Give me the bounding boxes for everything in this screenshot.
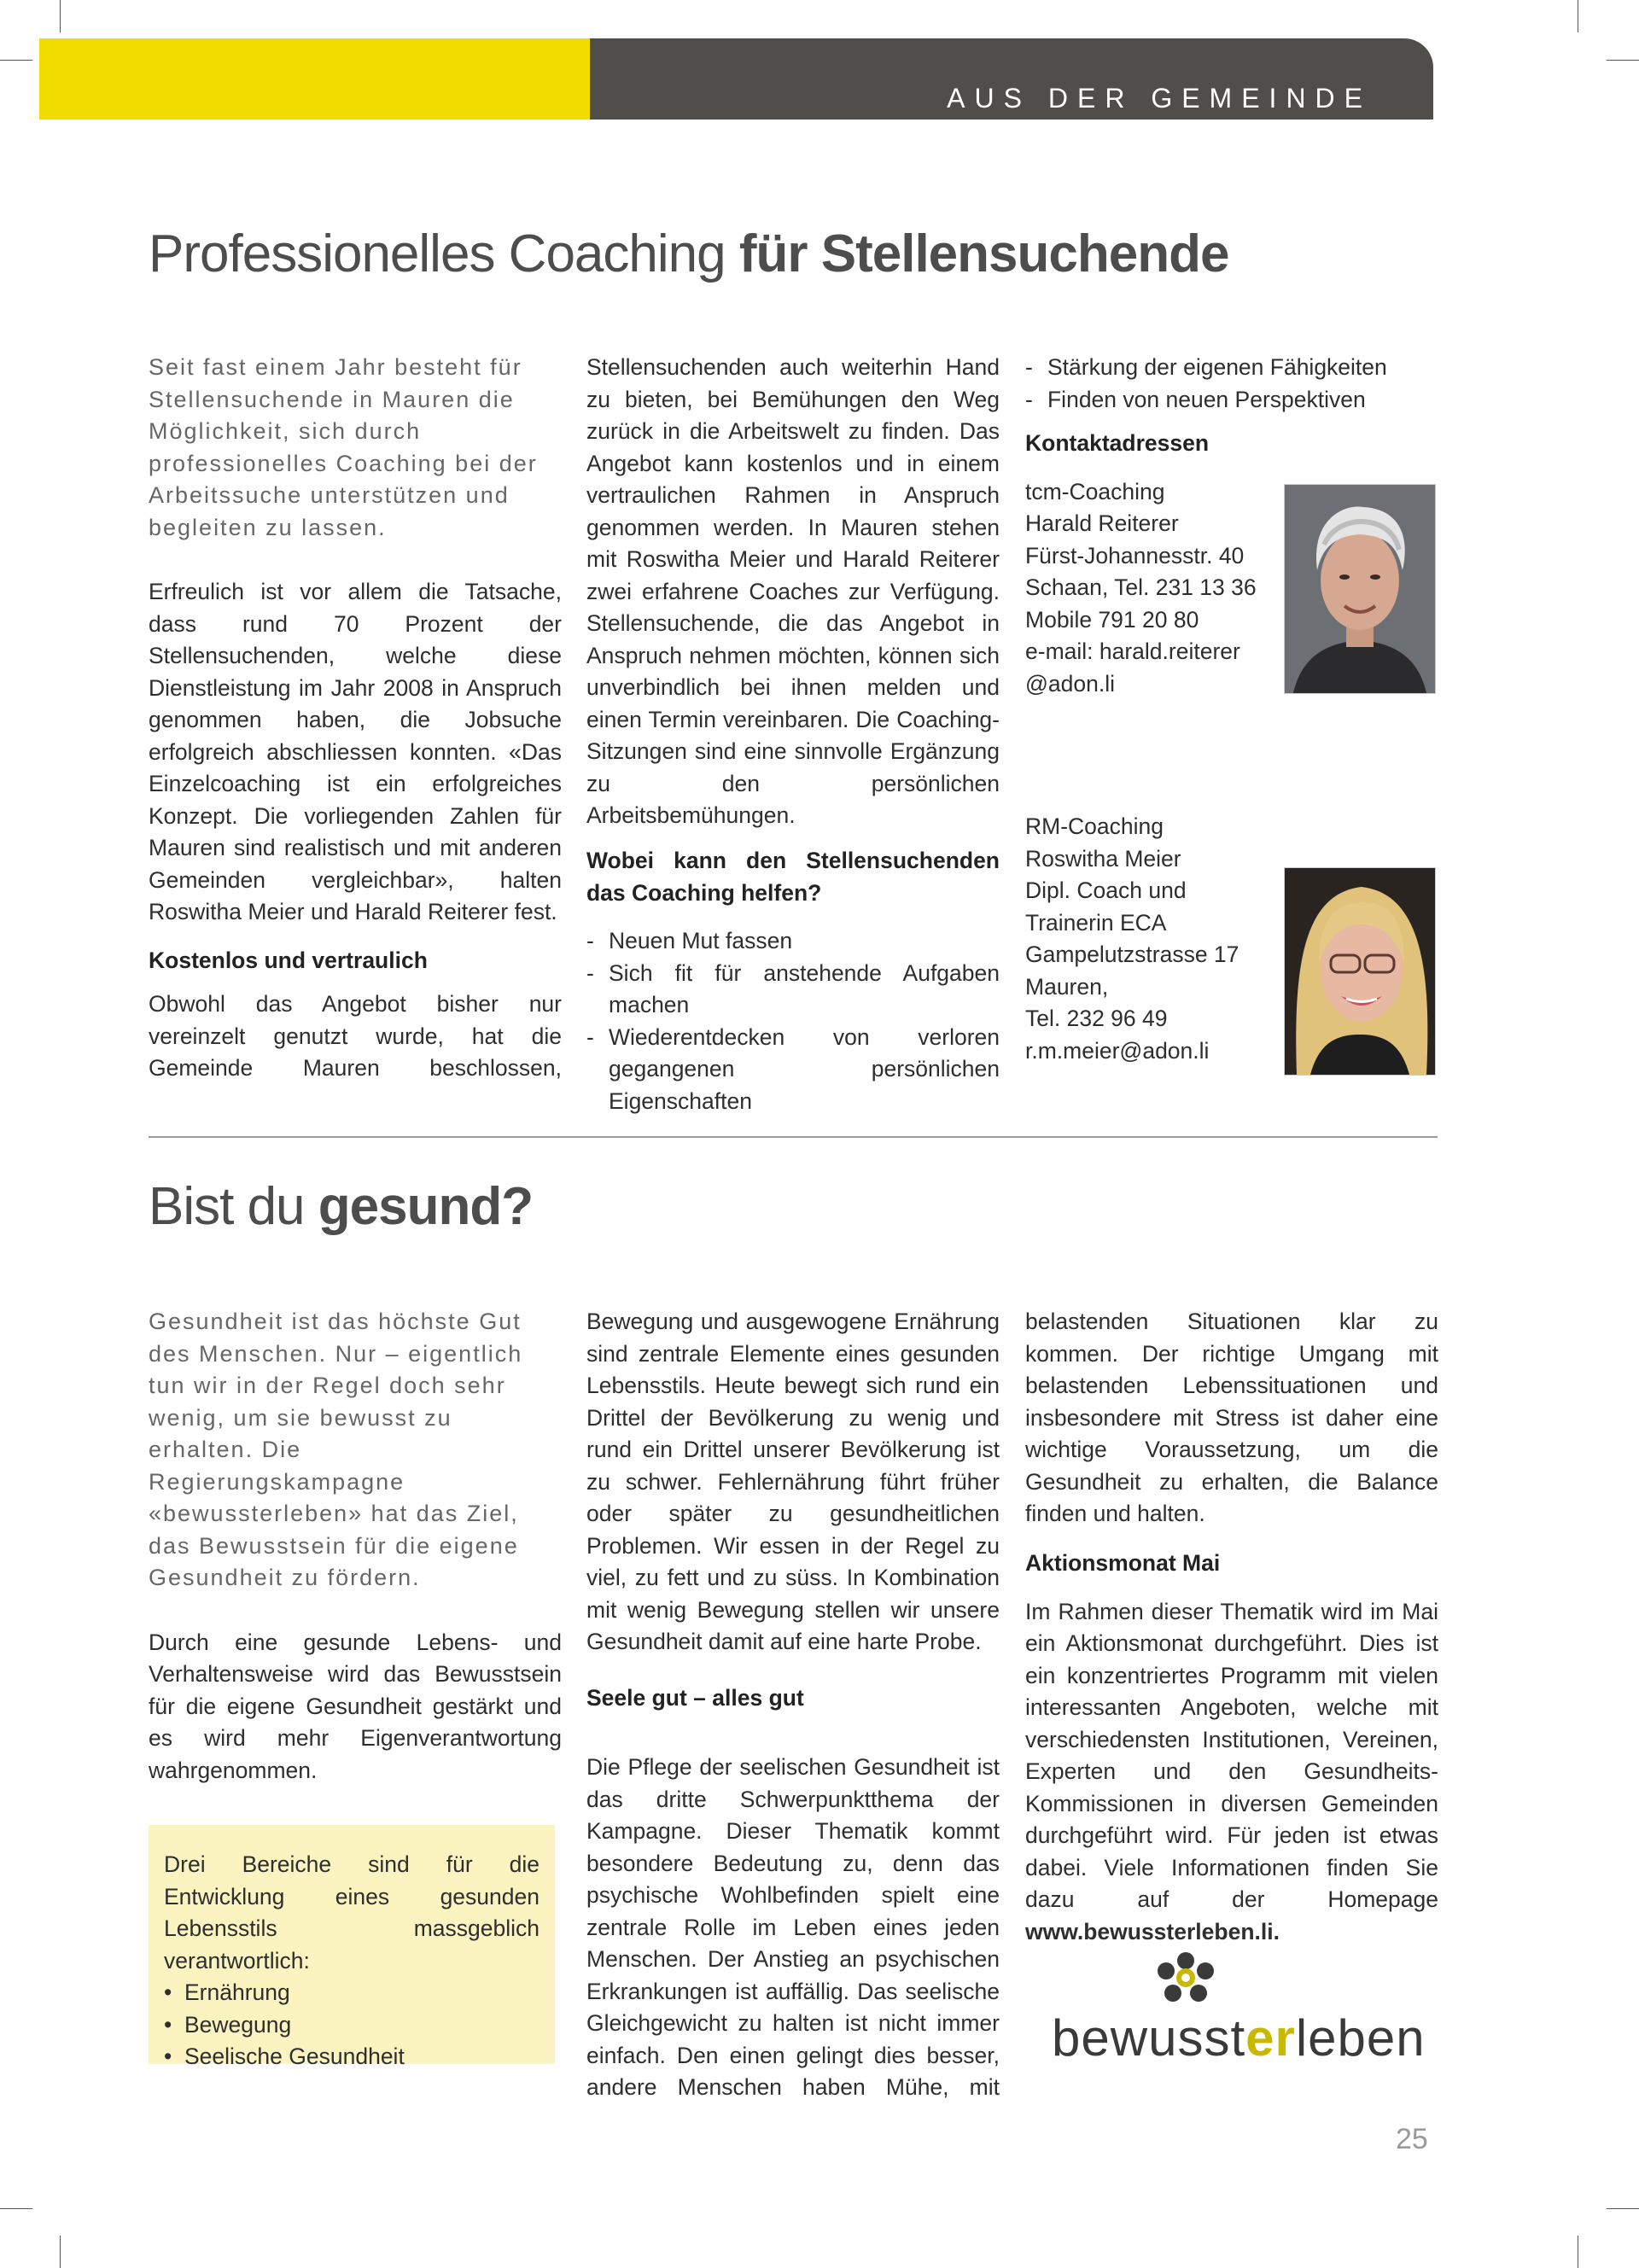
contact-line: Fürst-Johannesstr. 40 xyxy=(1025,542,1245,568)
contact-line: Schaan, Tel. 231 13 36 xyxy=(1025,574,1257,600)
list-item: • Ernährung xyxy=(164,1977,540,2009)
crop-mark xyxy=(0,2208,32,2209)
list-item: - Neuen Mut fassen xyxy=(586,925,1000,958)
section-divider xyxy=(149,1136,1438,1138)
contact-line: Roswitha Meier xyxy=(1025,845,1181,872)
article2-lead: Gesundheit ist das höchste Gut des Menschen. Nur – eigentlich tun wir in der Regel doch sehr wenig, um sie bewusst zu erhalten. Die Regierungskampagne «bewussterleben» hat das Ziel, das Bewusstsein für die eigene Gesundheit zu fördern. xyxy=(149,1309,523,1590)
article2-paragraph-1: Durch eine gesunde Lebens- und Verhaltensweise wird das Bewusstsein für die eigene Gesundheit gestärkt und es wird mehr Eigenverantwortung wahrgenommen. xyxy=(149,1629,562,1783)
article1-title-light: Professionelles Coaching xyxy=(149,224,726,283)
contact-line: Tel. 232 96 49 xyxy=(1025,1006,1168,1031)
contact-line: Harald Reiterer xyxy=(1025,510,1179,536)
health-areas-list xyxy=(164,1977,540,2073)
crop-mark xyxy=(1607,2208,1639,2209)
paragraph-text: Im Rahmen dieser Thematik wird im Mai ein Aktionsmonat durchgeführt. Dies ist ein konzentriertes Programm mit vielen interessanten Angeboten, welche mit verschiedensten Institutionen, Vereinen, Experten und den Gesundheits-Kommissionen in diversen Gemeinden durchgeführt wird. Für jeden ist etwas dabei. Viele Informationen finden Sie dazu auf der Homepage xyxy=(1025,1598,1438,1912)
logo-text-part: bewusst xyxy=(1052,2009,1246,2067)
homepage-link[interactable]: www.bewussterleben.li. xyxy=(1025,1918,1280,1944)
list-item: - Finden von neuen Perspektiven xyxy=(1025,384,1438,417)
article2-column-2 xyxy=(586,1306,1000,1730)
article2-subheading-1: Seele gut – alles gut xyxy=(586,1684,804,1711)
crop-mark xyxy=(1607,60,1639,61)
coaching-benefits-list-cont xyxy=(1025,352,1438,416)
list-item: - Wiederentdecken von verloren gegangenen persönlichen Eigenschaften xyxy=(586,1022,1000,1118)
contact-harald-reiterer xyxy=(1025,476,1273,701)
article2-column-3 xyxy=(1025,1306,1438,1530)
contact-line: Dipl. Coach und Trainerin ECA xyxy=(1025,877,1187,936)
contact-line: Mobile 791 20 80 xyxy=(1025,606,1199,633)
article2-paragraph-2: Bewegung und ausgewogene Ernährung sind zentrale Elemente eines gesunden Lebensstils. Heute bewegt sich rund ein Drittel der Bevölkerung zu wenig und rund ein Drittel unserer Bevölkerung ist zu schwer. Fehlernährung führt früher oder später zu gesundheitlichen Problemen. Wir essen in der Regel zu viel, zu fett und zu süss. In Kombination mit wenig Bewegung stellen wir unsere Gesundheit damit auf eine harte Probe. xyxy=(586,1309,1000,1654)
crop-mark xyxy=(0,60,32,61)
article1-column-2b xyxy=(586,845,1000,1117)
crop-mark xyxy=(60,0,61,32)
list-item: - Sich fit für anstehende Aufgaben machen xyxy=(586,958,1000,1022)
list-item: • Seelische Gesundheit xyxy=(164,2041,540,2073)
coaching-benefits-list xyxy=(586,925,1000,1117)
article1-lead: Seit fast einem Jahr besteht für Stellensuchende in Mauren die Möglichkeit, sich durch professionelles Coaching bei der Arbeitssuche unterstützen und begleiten zu lassen. xyxy=(149,354,538,540)
article2-title-bold: gesund? xyxy=(318,1177,534,1236)
contact-line: RM-Coaching xyxy=(1025,813,1164,839)
article1-column-1b xyxy=(149,988,562,1084)
article1-title-bold: für Stellensuchende xyxy=(738,224,1229,283)
portrait-harald-reiterer xyxy=(1284,484,1436,694)
list-item: - Stärkung der eigenen Fähigkeiten xyxy=(1025,352,1438,384)
portrait-roswitha-meier xyxy=(1284,867,1436,1076)
contact-roswitha-meier xyxy=(1025,811,1273,1067)
article2-column-2b xyxy=(586,1752,1000,2104)
logo-wordmark xyxy=(1052,2009,1426,2067)
health-areas-box xyxy=(149,1825,555,2069)
article2-paragraph-3-cont: belastenden Situationen klar zu kommen. Der richtige Umgang mit belastenden Lebenssituationen und insbesondere mit Stress ist daher eine wichtige Voraussetzung, um die Gesundheit zu erhalten, die Balance finden und halten. xyxy=(1025,1309,1438,1526)
list-item: • Bewegung xyxy=(164,2009,540,2042)
article2-title-light: Bist du xyxy=(149,1177,305,1236)
contact-line: @adon.li xyxy=(1025,670,1115,697)
contact-line: Gampelutzstrasse 17 xyxy=(1025,942,1239,967)
header-accent-bar xyxy=(39,38,590,120)
article2-title xyxy=(149,1176,533,1237)
article2-column-1 xyxy=(149,1306,562,1803)
contact-line: tcm-Coaching xyxy=(1025,478,1165,504)
article1-paragraph-2-cont: Stellensuchenden auch weiterhin Hand zu bieten, bei Bemühungen den Weg zurück in die Arbeitswelt zu finden. Das Angebot kann kostenlos und in einem vertraulichen Rahmen in Anspruch genommen werden. In Mauren stehen mit Roswitha Meier und Harald Reiterer zwei erfahrene Coaches zur Verfügung. Stellensuchende, die das Angebot in Anspruch nehmen möchten, können sich unverbindlich bei ihnen melden und einen Termin vereinbaren. Die Coaching-Sitzungen sind eine sinnvolle Ergänzung zu den persönlichen Arbeitsbemühungen. xyxy=(586,354,1000,828)
crop-mark xyxy=(60,2236,61,2268)
flower-icon xyxy=(1147,1949,1224,2009)
article2-subheading-2: Aktionsmonat Mai xyxy=(1025,1550,1221,1576)
contacts-heading: Kontaktadressen xyxy=(1025,430,1210,456)
article2-paragraph-3: Die Pflege der seelischen Gesundheit ist das dritte Schwerpunktthema der Kampagne. Dieser Thematik kommt besondere Bedeutung zu, denn das psychische Wohlbefinden spielt eine zentrale Rolle im Leben eines jeden Menschen. Der Anstieg an psychischen Erkrankungen ist auffällig. Das seelische Gleichgewicht zu halten ist nicht immer einfach. Den einen gelingt dies besser, andere Menschen haben Mühe, mit xyxy=(586,1754,1000,2100)
contact-line: r.m.meier@adon.li xyxy=(1025,1037,1210,1064)
article1-paragraph-2: Obwohl das Angebot bisher nur vereinzelt genutzt wurde, hat die Gemeinde Mauren beschlossen, xyxy=(149,991,562,1081)
contact-line: Mauren, xyxy=(1025,973,1109,1000)
article1-subheading-1: Kostenlos und vertraulich xyxy=(149,947,428,973)
article2-column-3b xyxy=(1025,1548,1438,1964)
bewussterleben-logo xyxy=(1052,1949,1426,2068)
contact-line: e-mail: harald.reiterer xyxy=(1025,638,1240,664)
page-number: 25 xyxy=(1396,2123,1428,2155)
section-title: AUS DER GEMEINDE xyxy=(947,83,1372,114)
section-header xyxy=(590,38,1433,120)
article2-paragraph-4 xyxy=(1025,1596,1438,1949)
logo-text-highlight: er xyxy=(1245,2009,1296,2067)
article1-subheading-2: Wobei kann den Stellensuchenden das Coaching helfen? xyxy=(586,848,1000,906)
article1-title xyxy=(149,224,1228,284)
article1-column-2 xyxy=(586,352,1000,831)
article1-column-1 xyxy=(149,352,562,993)
article1-paragraph-1: Erfreulich ist vor allem die Tatsache, dass rund 70 Prozent der Stellensuchenden, welche diese Dienstleistung im Jahr 2008 in Anspruch genommen haben, die Jobsuche erfolgreich abschliessen konnten. «Das Einzelcoaching ist ein erfolgreiches Konzept. Die vorliegenden Zahlen für Mauren sind realistisch und mit anderen Gemeinden vergleichbar», halten Roswitha Meier und Harald Reiterer fest. xyxy=(149,579,562,924)
logo-text-part: leben xyxy=(1295,2009,1426,2067)
box-intro: Drei Bereiche sind für die Entwicklung eines gesunden Lebensstils massgeblich verantwortlich: xyxy=(164,1851,540,1974)
